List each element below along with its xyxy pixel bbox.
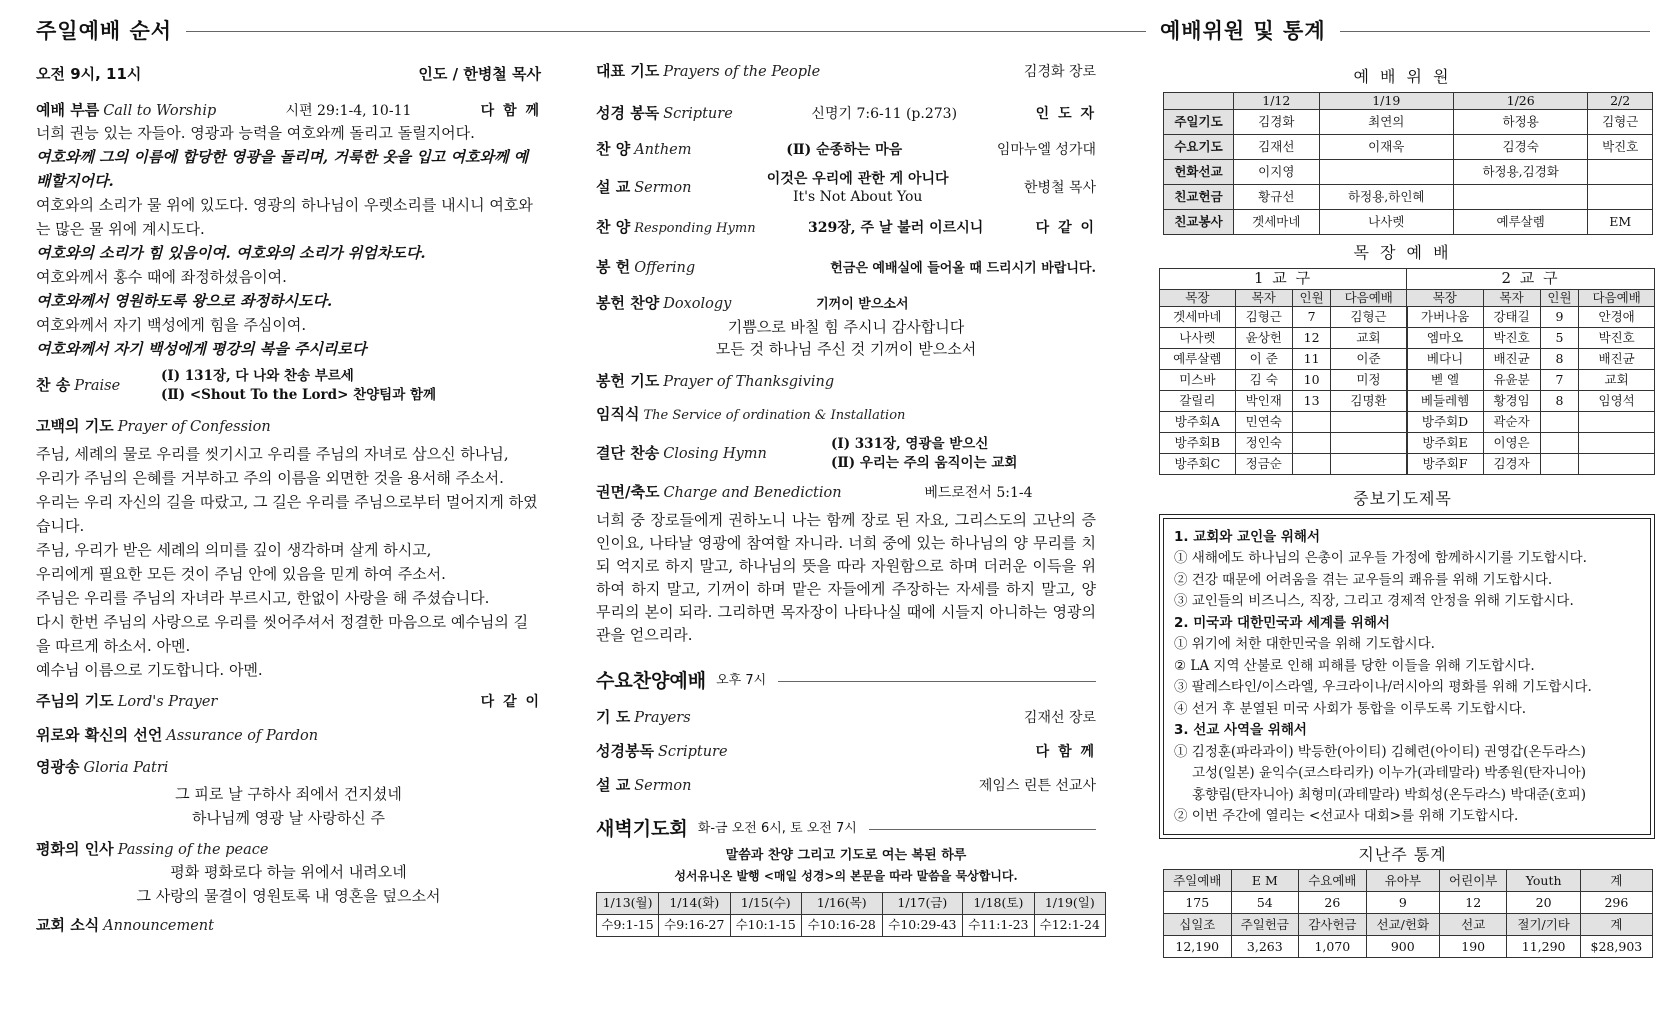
- committee-cell: [1319, 160, 1453, 185]
- stats-header: 감사헌금: [1299, 914, 1367, 936]
- call-line: 여호와께 그의 이름에 합당한 영광을 돌리며, 거룩한 옷을 입고 여호와께 예배할지어다.: [36, 147, 529, 190]
- dawn-day: 1/19(일): [1034, 893, 1105, 915]
- stats-value: 12,190: [1164, 936, 1232, 958]
- dawn-day: 1/13(월): [597, 893, 659, 915]
- pasture-cell: 안경애: [1579, 306, 1655, 327]
- committee-cell: [1588, 185, 1653, 210]
- pasture-cell: [1292, 411, 1331, 432]
- stats-title: 지난주 통계: [1358, 844, 1447, 864]
- pasture-cell: 방주회E: [1407, 432, 1483, 453]
- pasture-cell: 미스바: [1160, 369, 1236, 390]
- pasture-cell: 8: [1540, 390, 1579, 411]
- committee-row: [1164, 185, 1653, 210]
- stats-value: 54: [1231, 892, 1299, 914]
- intercession-title: 중보기도제목: [1353, 488, 1452, 508]
- pasture-row: [1160, 432, 1655, 453]
- scripture-row: 성경 봉독 Scripture 신명기 7:6-11 (p.273) 인 도 자: [596, 103, 1096, 122]
- committee-cell: 겟세마네: [1234, 210, 1320, 235]
- confession-row: 고백의 기도 Prayer of Confession: [36, 416, 271, 435]
- pasture-cell: 김형근: [1235, 306, 1292, 327]
- pasture-cell: 11: [1292, 348, 1331, 369]
- call-to-worship-row: 예배 부름 Call to Worship 시편 29:1-4, 10-11 다 함 께: [36, 100, 541, 119]
- thanksgiving-row: 봉헌 기도 Prayer of Thanksgiving: [596, 371, 835, 390]
- committee-cell: 예루살렘: [1453, 210, 1587, 235]
- pasture-cell: 교회: [1579, 369, 1655, 390]
- peace-lyrics: 평화 평화로다 하늘 위에서 내려오네 그 사랑의 물결이 영원토록 내 영혼을 덮으소서: [136, 862, 441, 905]
- pasture-cell: 베들레헴: [1407, 390, 1483, 411]
- committee-cell: EM: [1588, 210, 1653, 235]
- stats-value: 20: [1507, 892, 1580, 914]
- call-ref: 시편 29:1-4, 10-11: [285, 102, 412, 119]
- dawn-ref: 수9:1-15: [597, 915, 659, 937]
- gloria-lyrics: 그 피로 날 구하사 죄에서 건지셨네 하나님께 영광 날 사랑하신 주: [175, 785, 402, 828]
- pasture-cell: 10: [1292, 369, 1331, 390]
- pasture-cell: 방주회D: [1407, 411, 1483, 432]
- pasture-cell: 방주회C: [1160, 453, 1236, 474]
- dawn-ref: 수10:1-15: [730, 915, 801, 937]
- stats-value: 26: [1299, 892, 1367, 914]
- doxology-row: 봉헌 찬양 Doxology 기꺼이 받으소서: [596, 293, 909, 312]
- sermon-title: 이것은 우리에 관한 게 아니다 It's Not About You: [766, 170, 949, 205]
- dawn-prayer-title: 새벽기도회 화-금 오전 6시, 토 오전 7시: [596, 817, 1096, 842]
- intercession-heading: 1. 교회와 교인을 위해서: [1174, 528, 1320, 545]
- charge-row: 권면/축도 Charge and Benediction 베드로전서 5:1-4: [596, 483, 1033, 502]
- ordination-row: 임직식 The Service of ordination & Installation: [596, 405, 906, 424]
- dawn-ref: 수9:16-27: [659, 915, 730, 937]
- wednesday-title: 수요찬양예배 오후 7시: [596, 669, 1096, 694]
- pasture-cell: 김경자: [1483, 453, 1540, 474]
- sermon-row: 설 교 Sermon 이것은 우리에 관한 게 아니다 It's Not About You 한병철 목사: [596, 170, 1096, 205]
- intercession-item: ② LA 지역 산불로 인해 피해를 당한 이들을 위해 기도합시다.: [1174, 657, 1535, 674]
- committee-cell: 이재욱: [1319, 135, 1453, 160]
- pasture-cell: [1540, 411, 1579, 432]
- closing-hymns: (Ⅰ) 331장, 영광을 받으신 (Ⅱ) 우리는 주의 움직이는 교회: [831, 436, 1018, 472]
- committee-cell: 김형근: [1588, 110, 1653, 135]
- service-leader: 인도 / 한병철 목사: [418, 65, 541, 84]
- committee-stats-title: 예배위원 및 통계: [1155, 18, 1650, 45]
- committee-table-title: 예 배 위 원: [1353, 67, 1452, 87]
- stats-value: 900: [1366, 936, 1439, 958]
- pasture-row: [1160, 411, 1655, 432]
- pasture-cell: 박인재: [1235, 390, 1292, 411]
- rep-prayer-row: 대표 기도 Prayers of the People 김경화 장로: [596, 62, 1096, 80]
- intercession-item: ④ 선거 후 분열된 미국 사회가 통합을 이루도록 기도합시다.: [1174, 700, 1527, 717]
- praise-row: 찬 송 Praise (Ⅰ) 131장, 다 나와 찬송 부르세 (Ⅱ) <Shout To the Lord> 찬양팀과 함께: [36, 367, 541, 405]
- responding-hymn-row: 찬 양 Responding Hymn 329장, 주 날 불러 이르시니 다 같 이: [596, 217, 1096, 236]
- stats-value: 1,070: [1299, 936, 1367, 958]
- pasture-cell: 가버나움: [1407, 306, 1483, 327]
- confession-line: 우리가 주님의 은혜를 거부하고 주의 이름을 외면한 것을 용서해 주소서.: [36, 469, 504, 488]
- pasture-header: 목장: [1407, 289, 1483, 306]
- pasture-cell: 배진균: [1579, 348, 1655, 369]
- pasture-cell: [1540, 432, 1579, 453]
- pasture-table: [1159, 268, 1655, 475]
- stats-header: Youth: [1507, 870, 1580, 892]
- dawn-refs-row: [597, 915, 1106, 937]
- pasture-cell: [1331, 453, 1407, 474]
- call-line: 너희 권능 있는 자들아. 영광과 능력을 여호와께 돌리고 돌릴지어다.: [36, 123, 475, 142]
- stats-value: 296: [1580, 892, 1652, 914]
- pasture-row: [1160, 453, 1655, 474]
- wed-sermon-row: 설 교 Sermon 제임스 린튼 선교사: [596, 775, 1096, 794]
- intercession-box: [1159, 514, 1655, 839]
- stats-header: 선교: [1439, 914, 1507, 936]
- praise-hymns: (Ⅰ) 131장, 다 나와 찬송 부르세 (Ⅱ) <Shout To the Lord> 찬양팀과 함께: [161, 367, 437, 403]
- pasture-cell: [1331, 411, 1407, 432]
- confession-line: 우리에게 필요한 모든 것이 주님 안에 있음을 믿게 하여 주소서.: [36, 565, 446, 584]
- stats-value: $28,903: [1580, 936, 1652, 958]
- confession-line: 주님은 우리를 주님의 자녀라 부르시고, 한없이 사랑을 해 주셨습니다.: [36, 589, 490, 608]
- district-2: 2 교 구: [1407, 269, 1655, 290]
- pasture-cell: 방주회A: [1160, 411, 1236, 432]
- committee-cell: 하정용,하인혜: [1319, 185, 1453, 210]
- committee-date: 1/26: [1453, 93, 1587, 110]
- pasture-cell: 12: [1292, 327, 1331, 348]
- gloria-row: 영광송 Gloria Patri: [36, 758, 169, 777]
- pasture-cell: 이 준: [1235, 348, 1292, 369]
- stats-header: 계: [1580, 914, 1652, 936]
- committee-cell: 이지영: [1234, 160, 1320, 185]
- confession-line: 우리는 우리 자신의 길을 따랐고, 그 길은 우리를 주님으로부터 멀어지게 하였습니다.: [36, 493, 538, 536]
- stats-value: 12: [1439, 892, 1507, 914]
- worship-continued-column: [596, 62, 1100, 937]
- committee-row: [1164, 160, 1653, 185]
- pasture-cell: 이영은: [1483, 432, 1540, 453]
- pasture-cell: 교회: [1331, 327, 1407, 348]
- service-time: 오전 9시, 11시: [36, 65, 142, 84]
- confession-line: 주님, 세례의 물로 우리를 씻기시고 우리를 주님의 자녀로 삼으신 하나님,: [36, 445, 509, 464]
- stats-header: 주일헌금: [1231, 914, 1299, 936]
- call-line: 여호와께서 자기 백성에게 평강의 복을 주시리로다: [36, 339, 367, 358]
- pasture-row: [1160, 327, 1655, 348]
- committee-row: [1164, 110, 1653, 135]
- title-rule: [186, 31, 1146, 32]
- stats-value: 3,263: [1231, 936, 1299, 958]
- committee-date: 2/2: [1588, 93, 1653, 110]
- pasture-cell: 정금순: [1235, 453, 1292, 474]
- pasture-cell: 박진호: [1483, 327, 1540, 348]
- committee-role: 수요기도: [1164, 135, 1234, 160]
- intercession-item: ③ 교인들의 비즈니스, 직장, 그리고 경제적 안정을 위해 기도합시다.: [1174, 593, 1574, 610]
- pasture-cell: 벧 엘: [1407, 369, 1483, 390]
- assurance-row: 위로와 확신의 선언 Assurance of Pardon: [36, 726, 319, 745]
- committee-cell: [1588, 160, 1653, 185]
- district-1: 1 교 구: [1160, 269, 1407, 290]
- pasture-cell: 민연숙: [1235, 411, 1292, 432]
- closing-hymn-row: 결단 찬송 Closing Hymn (Ⅰ) 331장, 영광을 받으신 (Ⅱ) 우리는 주의 움직이는 교회: [596, 436, 1018, 472]
- pasture-header: 목자: [1483, 289, 1540, 306]
- committee-cell: 황규선: [1234, 185, 1320, 210]
- dawn-ref: 수10:29-43: [882, 915, 963, 937]
- intercession-heading: 3. 선교 사역을 위해서: [1174, 722, 1307, 739]
- pasture-cell: 7: [1540, 369, 1579, 390]
- pasture-cell: 강태길: [1483, 306, 1540, 327]
- dawn-day: 1/17(금): [882, 893, 963, 915]
- committee-role: 친교봉사: [1164, 210, 1234, 235]
- pasture-cell: 정인숙: [1235, 432, 1292, 453]
- order-title: 주일예배 순서: [36, 18, 1146, 45]
- stats-value: 175: [1164, 892, 1232, 914]
- pasture-header: 인원: [1292, 289, 1331, 306]
- pasture-cell: 임영석: [1579, 390, 1655, 411]
- pasture-cell: 9: [1540, 306, 1579, 327]
- pasture-cell: [1292, 432, 1331, 453]
- charge-text: 너희 중 장로들에게 권하노니 나는 함께 장로 된 자요, 그리스도의 고난의 증인이요, 나타날 영광에 참여할 자니라. 너희 중에 있는 하나님의 양 무리를 치되 억지로 하지 말고, 하나님의 뜻을 따라 자원함으로 하며 더러운 이득을 위하여 하지 말고, 기꺼이 하며 맡은 자들에게 주장하는 자세를 하지 말고, 양 무리의 본이 되라. 그리하면 목자장이 나타나실 때에 시들지 아니하는 영광의 관을 얻으리라.: [596, 511, 1096, 645]
- committee-role: 친교헌금: [1164, 185, 1234, 210]
- pasture-row: [1160, 369, 1655, 390]
- pasture-cell: 8: [1540, 348, 1579, 369]
- call-line: 여호와의 소리가 힘 있음이여. 여호와의 소리가 위엄차도다.: [36, 243, 426, 262]
- pasture-cell: 예루살렘: [1160, 348, 1236, 369]
- stats-header: 유아부: [1366, 870, 1439, 892]
- wed-scripture-row: 성경봉독 Scripture 다 함 께: [596, 741, 1096, 760]
- pasture-header: 목장: [1160, 289, 1236, 306]
- pasture-header: 다음예배: [1331, 289, 1407, 306]
- committee-cell: 김재선: [1234, 135, 1320, 160]
- intercession-item: 홍향림(탄자니아) 최형미(과테말라) 박희성(온두라스) 박대준(호피): [1192, 786, 1587, 803]
- committee-date: 1/12: [1234, 93, 1320, 110]
- dawn-ref: 수12:1-24: [1034, 915, 1105, 937]
- confession-text: [36, 442, 541, 682]
- committee-cell: 나사렛: [1319, 210, 1453, 235]
- call-line: 여호와께서 영원하도록 왕으로 좌정하시도다.: [36, 291, 333, 310]
- pasture-header: 다음예배: [1579, 289, 1655, 306]
- pasture-cell: 김명환: [1331, 390, 1407, 411]
- pasture-cell: 5: [1540, 327, 1579, 348]
- confession-line: 다시 한번 주님의 사랑으로 우리를 씻어주셔서 정결한 마음으로 예수님의 길을 따르게 하소서. 아멘.: [36, 613, 529, 656]
- pasture-cell: 유윤분: [1483, 369, 1540, 390]
- anthem-row: 찬 양 Anthem (Ⅱ) 순종하는 마음 임마누엘 성가대: [596, 139, 1096, 158]
- pasture-cell: [1579, 411, 1655, 432]
- committee-cell: 최연의: [1319, 110, 1453, 135]
- intercession-heading: 2. 미국과 대한민국과 세계를 위해서: [1174, 614, 1390, 631]
- pasture-cell: 황경임: [1483, 390, 1540, 411]
- committee-cell: [1453, 185, 1587, 210]
- committee-cell: 하정용: [1453, 110, 1587, 135]
- committee-corner: [1164, 93, 1234, 110]
- committee-cell: 박진호: [1588, 135, 1653, 160]
- pasture-cell: 배진균: [1483, 348, 1540, 369]
- pasture-cell: [1331, 432, 1407, 453]
- pasture-cell: [1540, 453, 1579, 474]
- stats-header: 수요예배: [1299, 870, 1367, 892]
- stats-header: 십일조: [1164, 914, 1232, 936]
- doxology-lyrics: 기쁨으로 바칠 힘 주시니 감사합니다 모든 것 하나님 주신 것 기꺼이 받으소서: [715, 317, 977, 358]
- stats-header: 계: [1580, 870, 1652, 892]
- stats-header: 주일예배: [1164, 870, 1232, 892]
- pasture-cell: 7: [1292, 306, 1331, 327]
- stats-value: 11,290: [1507, 936, 1580, 958]
- pasture-header: 인원: [1540, 289, 1579, 306]
- intercession-item: 고성(일본) 윤익수(코스타리카) 이누가(과테말라) 박종원(탄자니아): [1192, 765, 1587, 782]
- dawn-days-row: [597, 893, 1106, 915]
- offering-row: 봉 헌 Offering 헌금은 예배실에 들어올 때 드리시기 바랍니다.: [596, 257, 1096, 276]
- stats-value: 9: [1366, 892, 1439, 914]
- pasture-cell: 엠마오: [1407, 327, 1483, 348]
- pasture-cell: 베다니: [1407, 348, 1483, 369]
- pasture-cell: 윤상헌: [1235, 327, 1292, 348]
- dawn-day: 1/14(화): [659, 893, 730, 915]
- lords-prayer-row: 주님의 기도 Lord's Prayer 다 같 이: [36, 692, 541, 711]
- pasture-cell: 김형근: [1331, 306, 1407, 327]
- intercession-item: ② 이번 주간에 열리는 <선교사 대회>를 위해 기도합시다.: [1174, 808, 1519, 825]
- intercession-item: ① 새해에도 하나님의 은총이 교우들 가정에 함께하시기를 기도합시다.: [1174, 550, 1587, 567]
- stats-header: 선교/헌화: [1366, 914, 1439, 936]
- stats-header: E M: [1231, 870, 1299, 892]
- pasture-cell: 김 숙: [1235, 369, 1292, 390]
- call-line: 여호와께서 자기 백성에게 힘을 주심이여.: [36, 315, 307, 334]
- pasture-cell: 박진호: [1579, 327, 1655, 348]
- pasture-row: [1160, 348, 1655, 369]
- pasture-cell: 이준: [1331, 348, 1407, 369]
- order-of-worship-column: [36, 18, 541, 936]
- pasture-cell: 갈릴리: [1160, 390, 1236, 411]
- pasture-row: [1160, 306, 1655, 327]
- call-who: 다 함 께: [480, 102, 541, 119]
- call-line: 여호와의 소리가 물 위에 있도다. 영광의 하나님이 우렛소리를 내시니 여호와는 많은 물 위에 계시도다.: [36, 195, 533, 238]
- intercession-item: ② 건강 때문에 어려움을 겪는 교우들의 쾌유를 위해 기도합시다.: [1174, 571, 1553, 588]
- wed-prayer-row: 기 도 Prayers 김재선 장로: [596, 707, 1096, 726]
- call-to-worship-text: [36, 121, 541, 361]
- pasture-cell: 방주회B: [1160, 432, 1236, 453]
- pasture-header: 목자: [1235, 289, 1292, 306]
- stats-value: 190: [1439, 936, 1507, 958]
- pasture-cell: 겟세마네: [1160, 306, 1236, 327]
- dawn-day: 1/16(목): [801, 893, 882, 915]
- pasture-cell: 미정: [1331, 369, 1407, 390]
- pasture-cell: 곽순자: [1483, 411, 1540, 432]
- committee-cell: 하정용,김경화: [1453, 160, 1587, 185]
- committee-table: [1163, 92, 1653, 235]
- pasture-cell: 나사렛: [1160, 327, 1236, 348]
- committee-cell: 김경숙: [1453, 135, 1587, 160]
- committee-stats-column: [1155, 18, 1650, 958]
- committee-row: [1164, 135, 1653, 160]
- pasture-table-title: 목 장 예 배: [1353, 243, 1452, 263]
- confession-line: 주님, 우리가 받은 세례의 의미를 깊이 생각하며 살게 하시고,: [36, 541, 432, 560]
- confession-line: 예수님 이름으로 기도합니다. 아멘.: [36, 661, 263, 680]
- committee-date: 1/19: [1319, 93, 1453, 110]
- announcement-row: 교회 소식 Announcement: [36, 915, 214, 934]
- pasture-cell: [1579, 453, 1655, 474]
- dawn-notes: 말씀과 찬양 그리고 기도로 여는 복된 하루 성서유니온 발행 <매일 성경>의 본문을 따라 말씀을 묵상합니다.: [674, 848, 1018, 884]
- committee-row: [1164, 210, 1653, 235]
- intercession-item: ③ 팔레스타인/이스라엘, 우크라이나/러시아의 평화를 위해 기도합시다.: [1174, 679, 1592, 696]
- pasture-cell: 방주회F: [1407, 453, 1483, 474]
- stats-header: 어린이부: [1439, 870, 1507, 892]
- dawn-day: 1/18(토): [963, 893, 1034, 915]
- dawn-ref: 수11:1-23: [963, 915, 1034, 937]
- stats-header: 절기/기타: [1507, 914, 1580, 936]
- dawn-ref: 수10:16-28: [801, 915, 882, 937]
- intercession-item: ① 위기에 처한 대한민국을 위해 기도합시다.: [1174, 636, 1435, 653]
- stats-table: [1163, 869, 1653, 958]
- committee-role: 헌화선교: [1164, 160, 1234, 185]
- committee-role: 주일기도: [1164, 110, 1234, 135]
- call-line: 여호와께서 홍수 때에 좌정하셨음이여.: [36, 267, 287, 286]
- pasture-cell: [1292, 453, 1331, 474]
- intercession-list: [1163, 518, 1651, 835]
- dawn-day: 1/15(수): [730, 893, 801, 915]
- time-row: [36, 65, 541, 85]
- pasture-row: [1160, 390, 1655, 411]
- dawn-reading-table: [596, 892, 1106, 937]
- intercession-item: ① 김정훈(파라과이) 박등한(아이티) 김혜련(아이티) 권영갑(온두라스): [1174, 743, 1586, 760]
- peace-row: 평화의 인사 Passing of the peace: [36, 840, 269, 859]
- pasture-cell: [1579, 432, 1655, 453]
- committee-cell: 김경화: [1234, 110, 1320, 135]
- pasture-cell: 13: [1292, 390, 1331, 411]
